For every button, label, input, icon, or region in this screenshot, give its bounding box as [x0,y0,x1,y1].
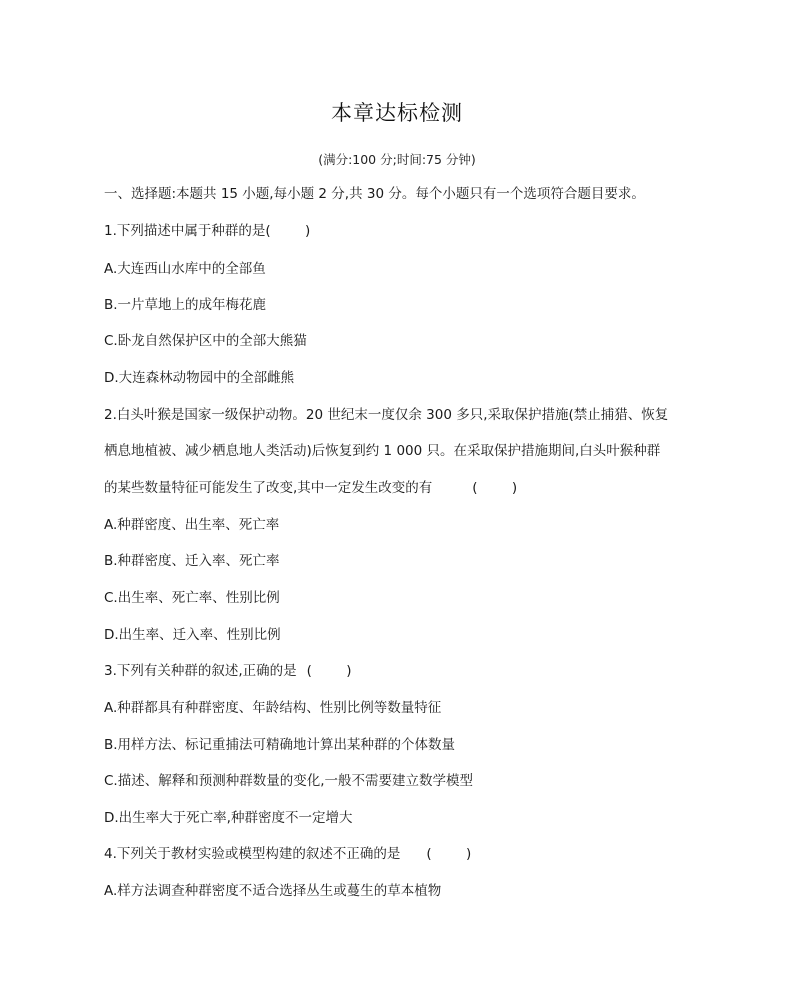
exam-info: (满分:100 分;时间:75 分钟) [318,152,476,167]
question-2-option-a: A.种群密度、出生率、死亡率 [104,517,280,533]
question-1-option-c: C.卧龙自然保护区中的全部大熊猫 [104,333,307,349]
page-title: 本章达标检测 [331,101,463,125]
question-3-option-b: B.用样方法、标记重捕法可精确地计算出某种群的个体数量 [104,737,456,753]
question-1-option-a: A.大连西山水库中的全部鱼 [104,261,266,277]
question-1-stem [104,223,310,239]
answer-blank: ( ) [265,223,311,239]
question-3-option-d: D.出生率大于死亡率,种群密度不一定增大 [104,810,353,826]
question-4-stem [104,846,471,862]
question-stem-text: 4.下列关于教材实验或模型构建的叙述不正确的是 [104,846,401,862]
answer-blank: ( ) [306,663,352,679]
question-stem-text: 的某些数量特征可能发生了改变,其中一定发生改变的有 [104,480,433,496]
question-2-option-b: B.种群密度、迁入率、死亡率 [104,553,280,569]
question-1-option-b: B.一片草地上的成年梅花鹿 [104,297,267,313]
question-1-option-d: D.大连森林动物园中的全部雌熊 [104,370,295,386]
question-2-option-d: D.出生率、迁入率、性别比例 [104,627,281,643]
question-stem-text: 3.下列有关种群的叙述,正确的是 [104,663,297,679]
question-stem-text: 1.下列描述中属于种群的是 [104,223,266,239]
answer-blank: ( ) [426,846,472,862]
question-3-stem [104,663,352,679]
answer-blank: ( ) [472,480,518,496]
question-2-stem-line-2: 栖息地植被、减少栖息地人类活动)后恢复到约 1 000 只。在采取保护措施期间,白头叶猴种群 [104,443,661,459]
question-4-option-a: A.样方法调查种群密度不适合选择丛生或蔓生的草本植物 [104,883,442,899]
question-2-stem-line-1: 2.白头叶猴是国家一级保护动物。20 世纪末一度仅余 300 多只,采取保护措施(禁止捕猎、恢复 [104,407,669,423]
section-heading: 一、选择题:本题共 15 小题,每小题 2 分,共 30 分。每个小题只有一个选项符合题目要求。 [104,186,645,202]
question-3-option-c: C.描述、解释和预测种群数量的变化,一般不需要建立数学模型 [104,773,474,789]
question-3-option-a: A.种群都具有种群密度、年龄结构、性别比例等数量特征 [104,700,442,716]
question-2-option-c: C.出生率、死亡率、性别比例 [104,590,280,606]
question-2-stem-line-3 [104,480,517,496]
